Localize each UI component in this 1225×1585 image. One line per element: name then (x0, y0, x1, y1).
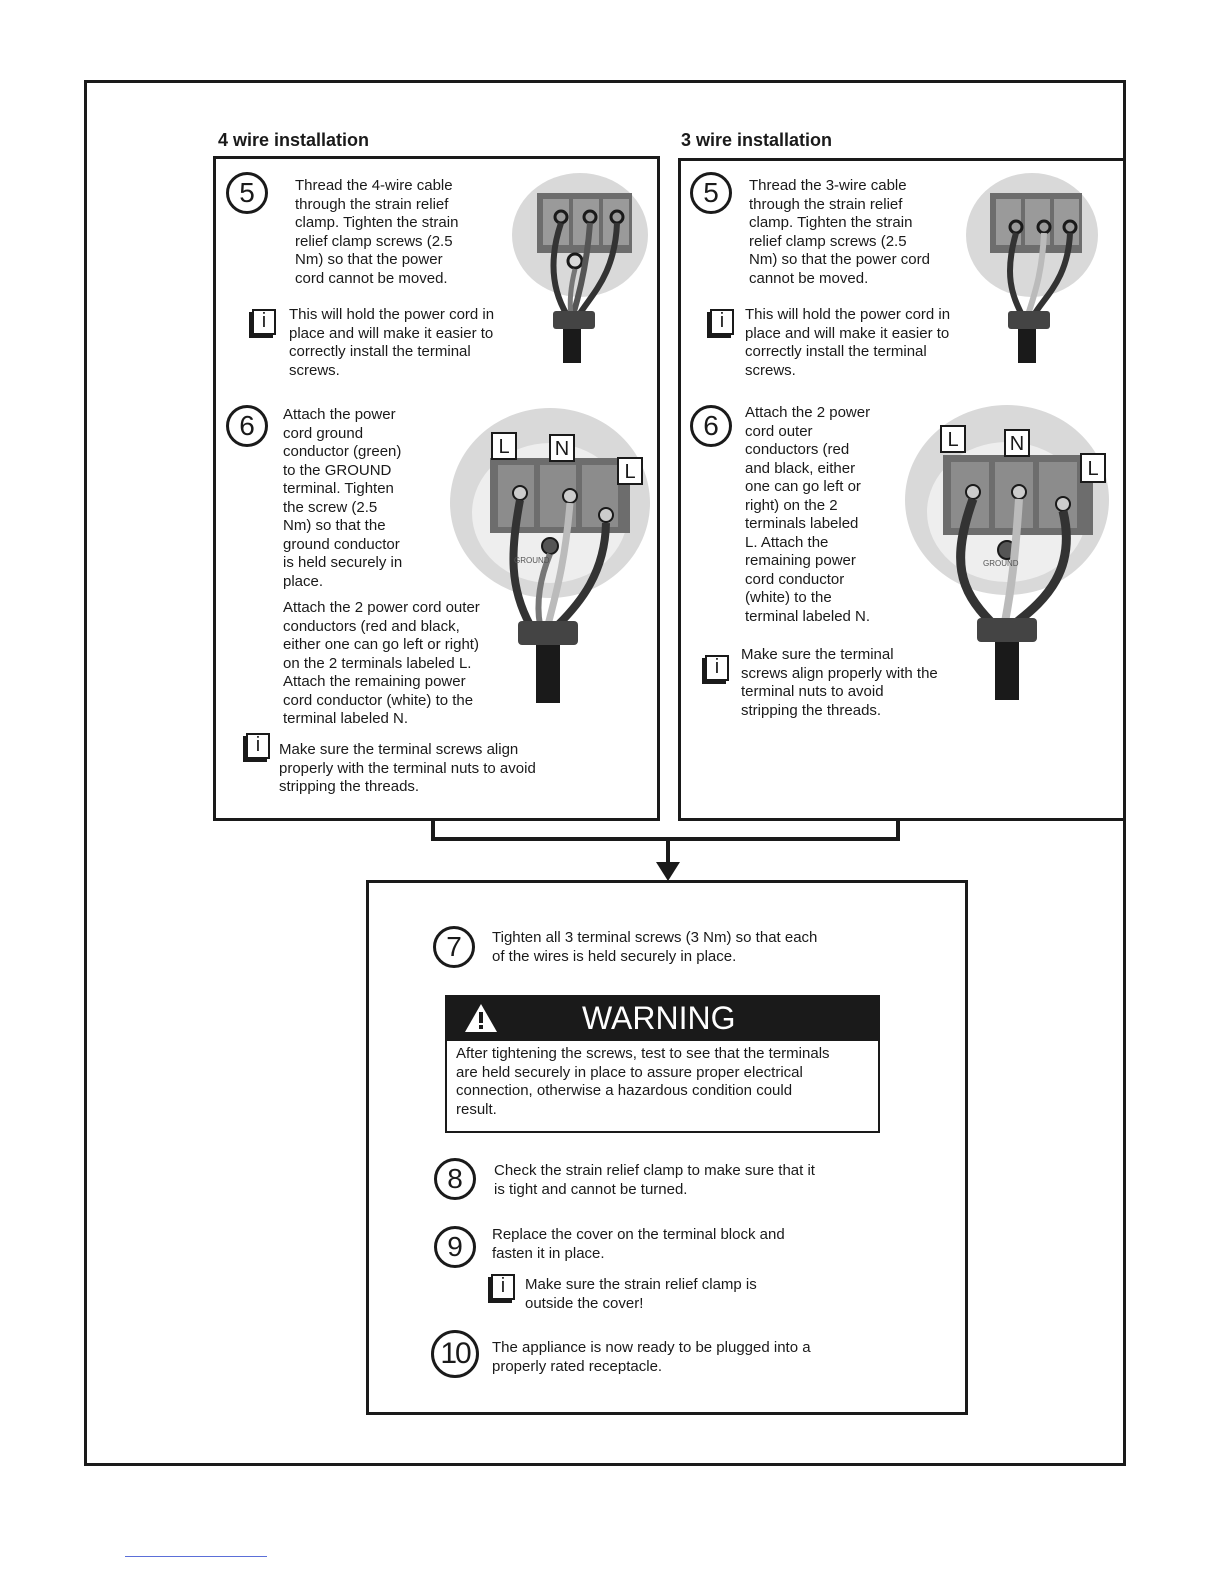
info-icon: i (252, 309, 276, 335)
step-9-info-text: Make sure the strain relief clamp is outside the cover! (525, 1276, 757, 1312)
warning-text: After tightening the screws, test to see that the terminals are held securely in place to assure proper electrical connection, otherwise a hazardous condition could result. (456, 1045, 830, 1118)
label-l-right: L (1087, 458, 1099, 480)
four-wire-info-2-text: Make sure the terminal screws align properly with the terminal nuts to avoid stripping the threads. (279, 741, 536, 795)
four-wire-step-6b-text: Attach the 2 power cord outer conductors (red and black, either one can go left or right) on the 2 terminals labeled L. Attach the remaining power cord conductor (white) to the terminal labeled N. (283, 599, 480, 727)
four-wire-step-5-text: Thread the 4-wire cable through the strain relief clamp. Tighten the strain relief clamp screws (2.5 Nm) so that the power cord cannot be moved. (295, 177, 459, 287)
step-7-badge: 7 (433, 926, 475, 968)
three-wire-step-6-badge: 6 (690, 405, 732, 447)
step-10-badge: 10 (431, 1330, 479, 1378)
flow-connector-arrow (425, 818, 910, 884)
step-8-badge: 8 (434, 1158, 476, 1200)
info-icon: i (246, 733, 270, 759)
info-icon: i (491, 1274, 515, 1300)
warning-box (445, 995, 880, 1133)
four-wire-step-5-badge: 5 (226, 172, 268, 214)
footer-link-underline[interactable] (125, 1556, 267, 1557)
step-7-text: Tighten all 3 terminal screws (3 Nm) so that each of the wires is held securely in place. (492, 929, 818, 965)
ground-label: GROUND (983, 559, 1019, 568)
info-icon: i (710, 309, 734, 335)
three-wire-info-1-text: This will hold the power cord in place and will make it easier to correctly install the terminal screws. (745, 306, 951, 379)
three-wire-clamp-illustration (960, 165, 1100, 365)
warning-header (447, 997, 878, 1041)
three-wire-step-6-text: Attach the 2 power cord outer conductors (red and black, either one can go left or right) on the 2 terminals labeled L. Attach the remaining power cord conductor (white) to the terminal labeled N. (745, 404, 871, 625)
three-wire-info-2-text: Make sure the terminal screws align properly with the terminal nuts to avoid stripping the threads. (741, 646, 938, 719)
warning-title: WARNING (582, 1000, 736, 1036)
ground-label: GROUND (514, 556, 550, 565)
step-9-badge: 9 (434, 1226, 476, 1268)
three-wire-step-5-badge: 5 (690, 172, 732, 214)
step-9-text: Replace the cover on the terminal block and fasten it in place. (492, 1226, 785, 1262)
label-n: N (1009, 433, 1025, 455)
step-8-text: Check the strain relief clamp to make sure that it is tight and cannot be turned. (494, 1162, 815, 1198)
info-icon: i (705, 655, 729, 681)
label-l-left: L (947, 429, 959, 451)
four-wire-step-6-text: Attach the power cord ground conductor (green) to the GROUND terminal. Tighten the screw (2.5 Nm) so that the ground conductor is held securely in place. (283, 406, 403, 590)
label-l-left: L (498, 436, 510, 458)
four-wire-info-1-text: This will hold the power cord in place and will make it easier to correctly install the terminal screws. (289, 306, 495, 379)
four-wire-clamp-illustration (505, 165, 650, 365)
four-wire-title: 4 wire installation (218, 130, 370, 150)
label-l-right: L (624, 461, 636, 483)
three-wire-step-5-text: Thread the 3-wire cable through the strain relief clamp. Tighten the strain relief clamp screws (2.5 Nm) so that the power cord cannot be moved. (749, 177, 930, 287)
warning-triangle-icon (463, 1002, 499, 1034)
step-10-text: The appliance is now ready to be plugged into a properly rated receptacle. (492, 1339, 811, 1375)
four-wire-step-6-badge: 6 (226, 405, 268, 447)
three-wire-title: 3 wire installation (681, 130, 833, 150)
label-n: N (554, 438, 570, 460)
